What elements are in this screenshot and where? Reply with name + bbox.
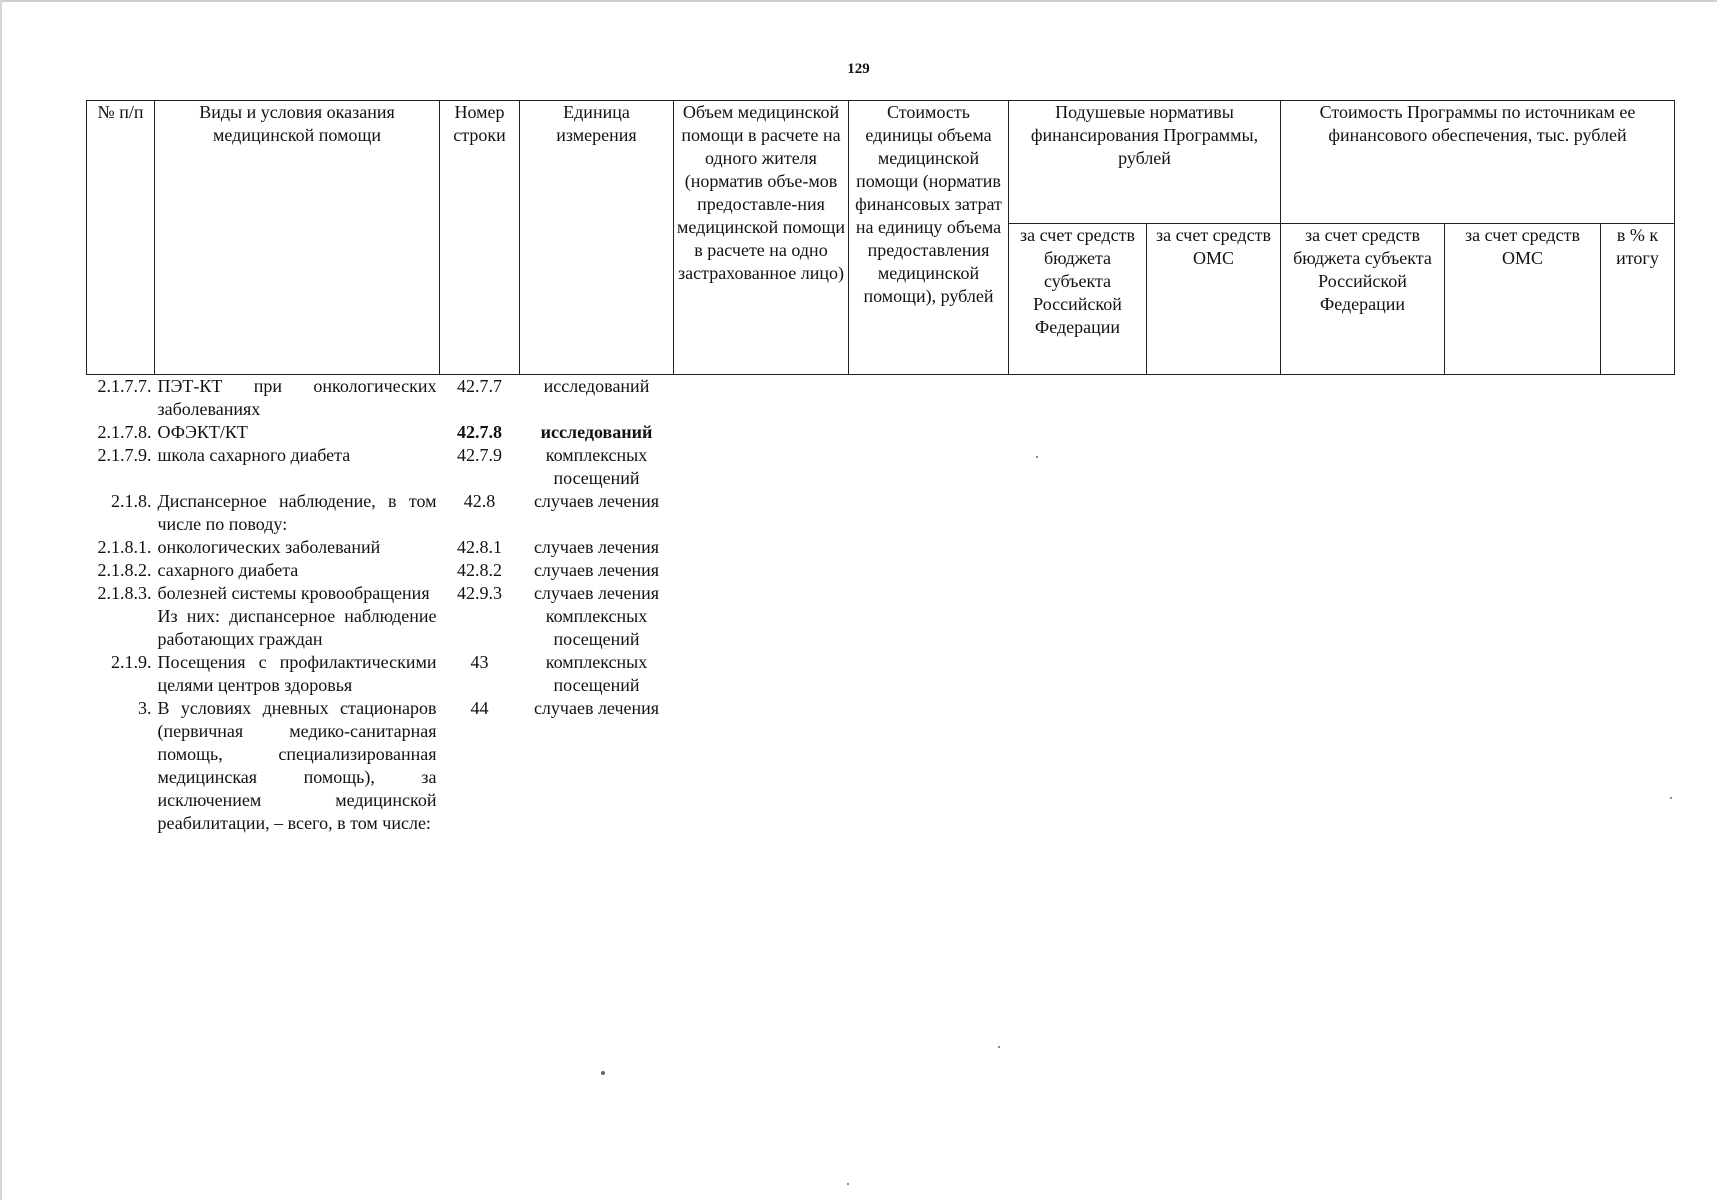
row-number: 2.1.8. xyxy=(111,491,152,511)
row-name: Посещения с профилактическими целями центров здоровья xyxy=(157,652,437,695)
row-name: ОФЭКТ/КТ xyxy=(157,422,248,442)
row-number: 2.1.8.2. xyxy=(97,560,152,580)
row-unit: случаев лечения xyxy=(533,491,660,511)
row-name: ПЭТ-КТ при онкологических заболеваниях xyxy=(157,376,437,419)
row-number: 3. xyxy=(138,698,152,718)
row-number: 2.1.7.9. xyxy=(97,445,152,465)
scan-speck xyxy=(998,1046,1000,1048)
table-row xyxy=(87,375,1675,422)
row-line: 42.8.2 xyxy=(457,560,502,580)
table-row xyxy=(87,559,1675,582)
row-unit: случаев лечения xyxy=(533,560,660,580)
row-line: 42.7.7 xyxy=(457,376,502,396)
row-line: 42.7.9 xyxy=(457,445,502,465)
row-unit: комплексных посещений xyxy=(545,652,648,695)
table-row xyxy=(87,536,1675,559)
row-unit: случаев лечения xyxy=(533,698,660,718)
row-line: 44 xyxy=(470,698,489,718)
row-name: сахарного диабета xyxy=(157,560,299,580)
row-unit: случаев лечения xyxy=(533,537,660,557)
scan-speck xyxy=(847,1183,849,1185)
row-line: 43 xyxy=(470,652,489,672)
header-line: Номер строки xyxy=(440,101,520,375)
scan-speck xyxy=(1670,797,1672,799)
row-name: онкологических заболеваний xyxy=(157,537,381,557)
header-per-capita-budget: за счет средств бюджета субъекта Российской Федерации xyxy=(1009,224,1147,375)
page-number: 129 xyxy=(847,61,870,77)
row-line: 42.9.3 xyxy=(457,583,502,603)
header-num: № п/п xyxy=(87,101,155,375)
row-number: 2.1.8.1. xyxy=(97,537,152,557)
row-name: Диспансерное наблюдение, в том числе по поводу: xyxy=(157,491,437,534)
header-program-cost: Стоимость Программы по источникам ее финансового обеспечения, тыс. рублей xyxy=(1281,101,1675,224)
row-number: 2.1.9. xyxy=(111,652,152,672)
header-program-oms: за счет средств ОМС xyxy=(1445,224,1601,375)
header-per-capita-oms: за счет средств ОМС xyxy=(1147,224,1281,375)
row-line xyxy=(440,605,520,651)
header-per-capita: Подушевые нормативы финансирования Программы, рублей xyxy=(1009,101,1281,224)
header-program-pct: в % к итогу xyxy=(1601,224,1675,375)
row-line: 42.8 xyxy=(463,491,496,511)
row-name: Из них: диспансерное наблюдение работающих граждан xyxy=(157,606,437,649)
table-row xyxy=(87,651,1675,697)
row-number: 2.1.8.3. xyxy=(97,583,152,603)
header-kind: Виды и условия оказания медицинской помощи xyxy=(155,101,440,375)
row-number: 2.1.7.7. xyxy=(97,376,152,396)
row-line: 42.7.8 xyxy=(457,422,502,442)
header-volume: Объем медицинской помощи в расчете на одного жителя (норматив объе-мов предоставле-ния медицинской помощи в расчете на одно застрахованное лицо) xyxy=(674,101,849,375)
table-row xyxy=(87,582,1675,605)
header-unit: Единица измерения xyxy=(520,101,674,375)
row-name: В условиях дневных стационаров (первичная медико-санитарная помощь, специализированная медицинская помощь), за исключением медицинской реабилитации, – всего, в том числе: xyxy=(157,698,437,833)
row-unit: исследований xyxy=(543,376,650,396)
page-edge-left xyxy=(0,0,2,1200)
row-unit: комплексных посещений xyxy=(545,445,648,488)
table-row xyxy=(87,444,1675,490)
table-row xyxy=(87,421,1675,444)
page-edge-top xyxy=(0,0,1717,2)
header-cost: Стоимость единицы объема медицинской помощи (норматив финансовых затрат на единицу объема предоставления медицинской помощи), рублей xyxy=(849,101,1009,375)
row-number xyxy=(87,605,155,651)
scan-speck xyxy=(601,1071,605,1075)
row-line: 42.8.1 xyxy=(457,537,502,557)
scan-speck xyxy=(1036,456,1038,458)
table-row xyxy=(87,605,1675,651)
row-unit: случаев лечения xyxy=(533,583,660,603)
header-program-budget: за счет средств бюджета субъекта Российской Федерации xyxy=(1281,224,1445,375)
table-row xyxy=(87,697,1675,835)
row-name: школа сахарного диабета xyxy=(157,445,351,465)
row-unit: исследований xyxy=(540,422,653,442)
table-row xyxy=(87,490,1675,536)
program-table xyxy=(86,100,1675,835)
row-number: 2.1.7.8. xyxy=(97,422,152,442)
row-unit: комплексных посещений xyxy=(545,606,648,649)
row-name: болезней системы кровообращения xyxy=(157,583,430,603)
